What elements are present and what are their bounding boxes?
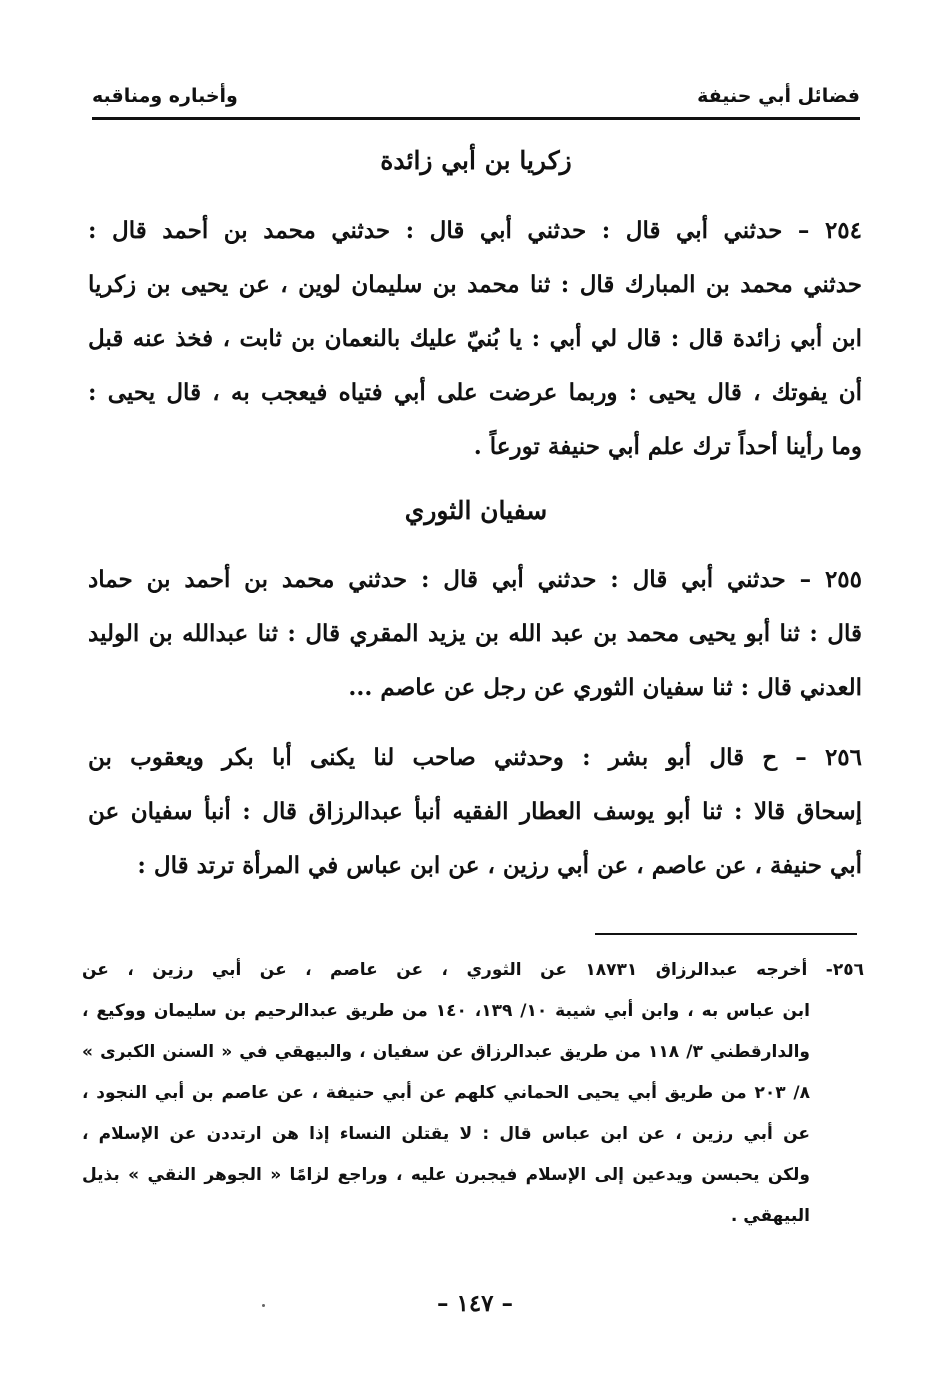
text-line: ٢٥٥ – حدثني أبي قال : حدثني أبي قال : حدثني محمد بن أحمد بن حماد — [88, 566, 862, 593]
paragraph-255 — [88, 553, 862, 715]
scan-speck — [262, 1304, 265, 1307]
running-header — [92, 78, 860, 114]
text-line: أبي حنيفة ، عن عاصم ، عن أبي رزين ، عن ابن عباس في المرأة ترتد قال : — [137, 852, 862, 879]
page-number: – ١٤٧ – — [436, 1290, 514, 1317]
footnote-line: ٢٥٦- أخرجه عبدالرزاق ١٨٧٣١ عن الثوري ، عن عاصم ، عن أبي رزين ، عن — [82, 960, 864, 980]
section-title-sufyan: سفيان الثوري — [404, 496, 548, 525]
text-line: ابن أبي زائدة قال : قال لي أبي : يا بُنيّ عليك بالنعمان بن ثابت ، فخذ عنه قبل — [88, 325, 862, 352]
footnote-line: عن أبي رزين ، عن ابن عباس قال : لا يقتلن النساء إذا هن ارتددن عن الإسلام ، — [82, 1124, 810, 1144]
footnote-line: ولكن يحبسن ويدعين إلى الإسلام فيجبرن عليه ، وراجع لزامًا « الجوهر النقي » بذيل — [82, 1165, 810, 1185]
text-line: ٢٥٦ – ح قال أبو بشر : وحدثني صاحب لنا يكنى أبا بكر ويعقوب بن — [88, 744, 862, 771]
footnote-256 — [82, 950, 864, 1237]
header-rule — [92, 117, 860, 120]
book-subtitle: وأخباره ومناقبه — [92, 85, 238, 107]
paragraph-256 — [88, 731, 862, 893]
footnote-line: ٨/ ٢٠٣ من طريق أبي يحيى الحماني كلهم عن أبي حنيفة ، عن عاصم بن أبي النجود ، — [82, 1083, 810, 1103]
text-line: وما رأينا أحداً ترك علم أبي حنيفة تورعاً . — [473, 433, 862, 460]
text-line: العدني قال : ثنا سفيان الثوري عن رجل عن عاصم ... — [348, 674, 862, 701]
section-title-zakariya: زكريا بن أبي زائدة — [380, 146, 572, 175]
book-title: فضائل أبي حنيفة — [697, 85, 860, 107]
text-line: ٢٥٤ – حدثني أبي قال : حدثني أبي قال : حدثني محمد بن أحمد قال : — [88, 217, 862, 244]
text-line: إسحاق قالا : ثنا أبو يوسف العطار الفقيه أنبأ عبدالرزاق قال : أنبأ سفيان عن — [88, 798, 862, 825]
footnote-line: والدارقطني ٣/ ١١٨ من طريق عبدالرزاق عن سفيان ، والبيهقي في « السنن الكبرى » — [82, 1042, 810, 1062]
paragraph-254 — [88, 204, 862, 474]
footnote-line: ابن عباس به ، وابن أبي شيبة ١٠/ ١٣٩، ١٤٠ من طريق عبدالرحيم بن سليمان ووكيع ، — [82, 1001, 810, 1021]
text-line: حدثني محمد بن المبارك قال : ثنا محمد بن سليمان لوين ، عن يحيى بن زكريا — [88, 271, 862, 298]
text-line: أن يفوتك ، قال يحيى : وربما عرضت على أبي فتياه فيعجب به ، قال يحيى : — [88, 379, 862, 406]
footnote-rule — [595, 933, 857, 935]
text-line: قال : ثنا أبو يحيى محمد بن عبد الله بن يزيد المقري قال : ثنا عبدالله بن الوليد — [88, 620, 862, 647]
footnote-line: البيهقي . — [730, 1206, 810, 1226]
